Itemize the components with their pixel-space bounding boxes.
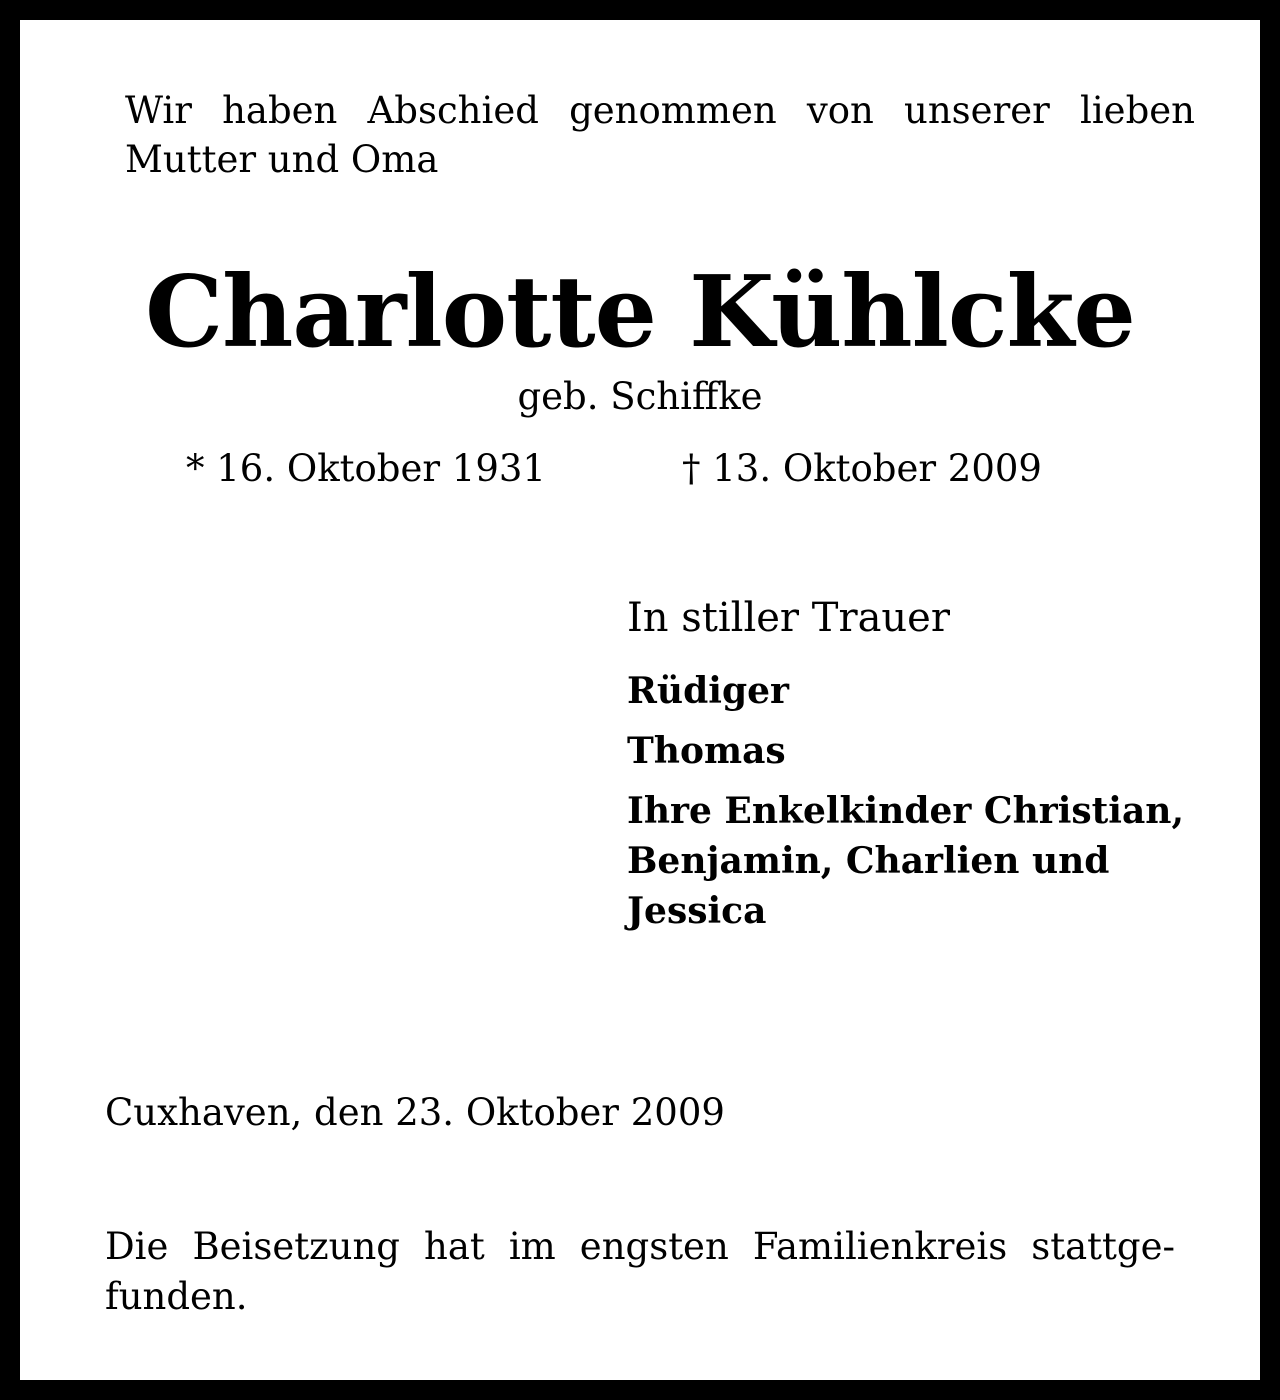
intro-line-2: Mutter und Oma (125, 138, 439, 181)
grandchildren-line: Jessica (627, 890, 767, 932)
grandchildren-line: Ihre Enkelkinder Christian, (627, 790, 1184, 832)
burial-line-1: Die Beisetzung hat im engsten Familienkreis stattge- (105, 1225, 1175, 1268)
intro-text (125, 86, 1195, 184)
birth-date: * 16. Oktober 1931 (186, 447, 546, 490)
death-date: † 13. Oktober 2009 (682, 447, 1042, 490)
burial-note (105, 1222, 1175, 1322)
place-and-date: Cuxhaven, den 23. Oktober 2009 (105, 1091, 725, 1134)
mourner-name: Rüdiger (627, 670, 789, 712)
intro-line-1: Wir haben Abschied genommen von unserer lieben (125, 89, 1195, 132)
deceased-name: Charlotte Kühlcke (145, 255, 1135, 370)
mourner-name: Thomas (627, 730, 786, 772)
grandchildren-line: Benjamin, Charlien und (627, 840, 1110, 882)
grandchildren-text (627, 786, 1187, 936)
burial-line-2: funden. (105, 1275, 248, 1318)
mourning-heading: In stiller Trauer (627, 595, 950, 641)
maiden-name: geb. Schiffke (517, 375, 763, 418)
